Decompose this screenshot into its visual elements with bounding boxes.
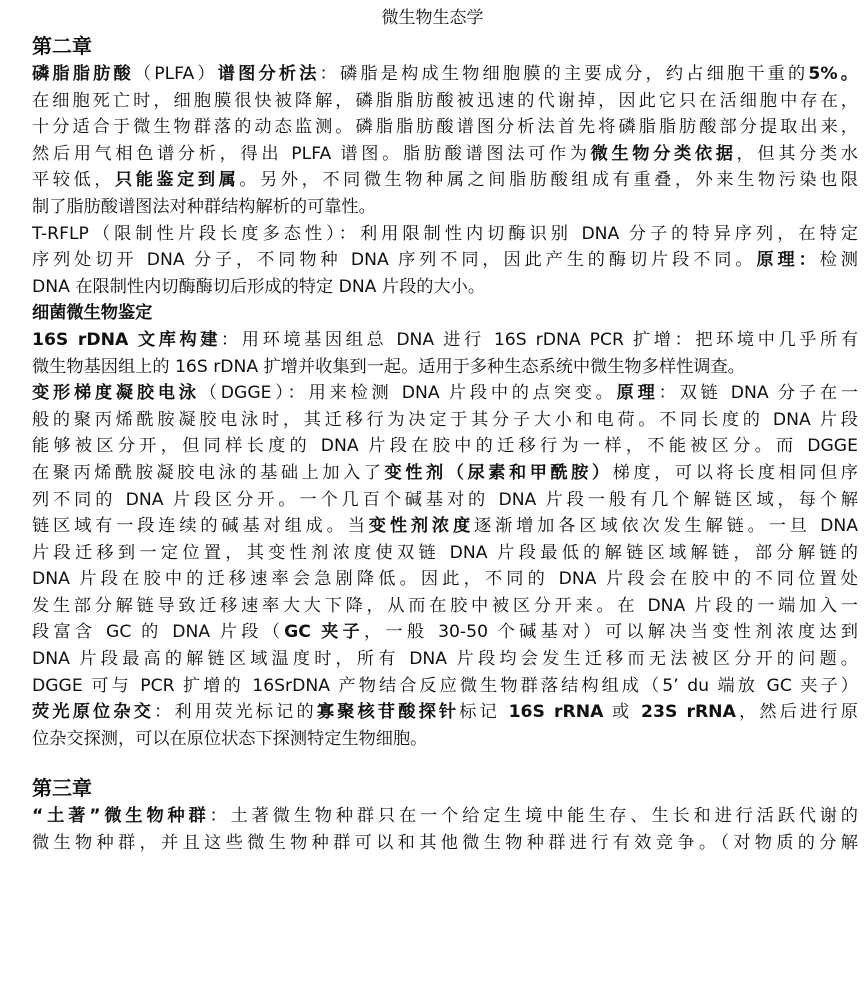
text-line bbox=[32, 247, 858, 274]
term-genus: 只能鉴定到属 bbox=[114, 170, 240, 191]
text-span: 。另外，不同微生物种属之间脂肪酸组成有重叠，外来生物污染也限 bbox=[239, 170, 858, 191]
text-span: 序列处切开 DNA 分子，不同物种 DNA 序列不同，因此产生的酶切片段不同。 bbox=[32, 250, 757, 271]
text-span: ，但其分类水 bbox=[736, 143, 858, 164]
text-span: ：土著微生物种群只在一个给定生境中能生存、生长和进行活跃代谢的 bbox=[209, 806, 858, 827]
text-line bbox=[32, 141, 858, 168]
text-span: 或 bbox=[603, 702, 642, 723]
bacteria-heading bbox=[32, 300, 858, 327]
text-line: 能够被区分开，但同样长度的 DNA 片段在胶中的迁移行为一样，不能被区分。而 DGGE bbox=[32, 436, 858, 457]
text-span: 然后用气相色谱分析，得出 PLFA 谱图。脂肪酸谱图法可作为 bbox=[32, 143, 591, 164]
text-span: 链区域有一段连续的碱基对组成。当 bbox=[32, 516, 369, 537]
text-line: DNA 片段最高的解链区域温度时，所有 DNA 片段均会发生迁移而无法被区分开的问题。 bbox=[32, 649, 858, 670]
text-span: ：双链 DNA 分子在一 bbox=[658, 383, 858, 404]
term-5-percent: 5%。 bbox=[808, 64, 858, 84]
text-span: 标记 bbox=[459, 702, 509, 723]
text-line: DGGE 可与 PCR 扩增的 16SrDNA 产物结合反应微生物群落结构组成（5’ du 端放 GC 夹子） bbox=[32, 675, 858, 696]
text-line: 发生部分解链导致迁移速率大大下降，从而在胶中被区分开来。在 DNA 片段的一端加入一 bbox=[32, 595, 858, 616]
text-line: DNA 片段在胶中的迁移速率会急剧降低。因此，不同的 DNA 片段会在胶中的不同位置处 bbox=[32, 569, 858, 590]
term-plfa-method: 谱图分析法 bbox=[217, 64, 320, 84]
text-line: 微生物基因组上的 16S rDNA 扩增并收集到一起。适用于多种生态系统中微生物多样性调查。 bbox=[32, 356, 745, 377]
text-line: 在细胞死亡时，细胞膜很快被降解，磷脂脂肪酸被迅速的代谢掉，因此它只在活细胞中存在， bbox=[32, 90, 858, 111]
text-span: ，然后进行原 bbox=[735, 702, 858, 723]
term-dgge: 变形梯度凝胶电泳 bbox=[32, 383, 200, 404]
text-span: ：利用荧光标记的 bbox=[154, 702, 317, 723]
text-line bbox=[32, 327, 858, 354]
term-probe: 寡聚核苷酸探针 bbox=[316, 702, 460, 723]
text-line bbox=[32, 380, 858, 407]
text-line: 制了脂肪酸谱图法对种群结构解析的可靠性。 bbox=[32, 196, 376, 217]
text-line: 般的聚丙烯酰胺凝胶电泳时，其迁移行为决定于其分子大小和电荷。不同长度的 DNA 片段 bbox=[32, 409, 858, 430]
native-paragraph bbox=[32, 803, 858, 856]
term-principle: 原理 bbox=[616, 383, 659, 404]
text-line bbox=[32, 61, 858, 88]
document-body bbox=[32, 32, 858, 857]
term-plfa: 磷脂脂肪酸 bbox=[32, 64, 134, 84]
text-line bbox=[32, 167, 858, 194]
chapter-2-heading: 第二章 bbox=[32, 34, 92, 58]
text-line bbox=[32, 513, 858, 540]
text-span: ：磷脂是构成生物细胞膜的主要成分，约占细胞干重的 bbox=[319, 64, 809, 84]
term-classification: 微生物分类依据 bbox=[590, 143, 737, 164]
text-line: DNA 在限制性内切酶酶切后形成的特定 DNA 片段的大小。 bbox=[32, 276, 486, 297]
term-native-population: “土著”微生物种群 bbox=[32, 806, 210, 827]
term-fish: 荧光原位杂交 bbox=[32, 702, 155, 723]
term-16s-rrna: 16S rRNA bbox=[508, 702, 604, 723]
chapter-3-heading: 第三章 bbox=[32, 776, 92, 801]
term-gc-clamp: GC 夹子 bbox=[284, 622, 365, 643]
text-line: T-RFLP（限制性片段长度多态性）：利用限制性内切酶识别 DNA 分子的特异序列，在特定 bbox=[32, 223, 858, 244]
section-gap bbox=[32, 752, 858, 774]
text-span: ，一般 30-50 个碱基对）可以解决当变性剂浓度达到 bbox=[364, 622, 858, 643]
text-span: （DGGE）：用来检测 DNA 片段中的点突变。 bbox=[199, 383, 617, 404]
term-23s-rrna: 23S rRNA bbox=[641, 702, 736, 723]
text-line bbox=[32, 619, 858, 646]
text-line bbox=[32, 460, 858, 487]
section-heading: 细菌微生物鉴定 bbox=[32, 303, 153, 324]
text-line bbox=[32, 803, 858, 830]
text-span: 逐渐增加各区域依次发生解链。一旦 DNA bbox=[474, 516, 858, 537]
text-line: 片段迁移到一定位置，其变性剂浓度使双链 DNA 片段最低的解链区域解链，部分解链的 bbox=[32, 542, 858, 563]
text-span: 平较低， bbox=[32, 170, 115, 191]
plfa-paragraph bbox=[32, 61, 858, 221]
text-span: 段富含 GC 的 DNA 片段（ bbox=[32, 622, 285, 643]
text-line: 列不同的 DNA 片段区分开。一个几百个碱基对的 DNA 片段一般有几个解链区域，每个解 bbox=[32, 489, 858, 510]
term-denaturant-concentration: 变性剂浓度 bbox=[368, 516, 475, 537]
term-denaturant: 变性剂（尿素和甲酰胺） bbox=[384, 462, 613, 483]
dgge-paragraph bbox=[32, 380, 858, 699]
term-principle: 原理： bbox=[756, 250, 820, 271]
text-span: （PLFA） bbox=[133, 64, 218, 84]
text-span: 在聚丙烯酰胺凝胶电泳的基础上加入了 bbox=[32, 462, 385, 483]
document-title: 微生物生态学 bbox=[381, 8, 484, 28]
text-line bbox=[32, 699, 858, 726]
term-16s-library: 16S rDNA 文库构建 bbox=[32, 329, 222, 350]
trflp-paragraph bbox=[32, 221, 858, 301]
text-span: 梯度，可以将长度相同但序 bbox=[612, 462, 858, 483]
text-line: 位杂交探测，可以在原位状态下探测特定生物细胞。 bbox=[32, 728, 428, 749]
rdna-paragraph bbox=[32, 327, 858, 380]
text-line: 微生物种群，并且这些微生物种群可以和其他微生物种群进行有效竞争。（对物质的分解 bbox=[32, 833, 858, 854]
text-line: 十分适合于微生物群落的动态监测。磷脂脂肪酸谱图分析法首先将磷脂脂肪酸部分提取出来， bbox=[32, 117, 858, 138]
text-span: ：用环境基因组总 DNA 进行 16S rDNA PCR 扩增：把环境中几乎所有 bbox=[221, 329, 858, 350]
text-span: 检测 bbox=[819, 250, 858, 271]
fish-paragraph bbox=[32, 699, 858, 752]
